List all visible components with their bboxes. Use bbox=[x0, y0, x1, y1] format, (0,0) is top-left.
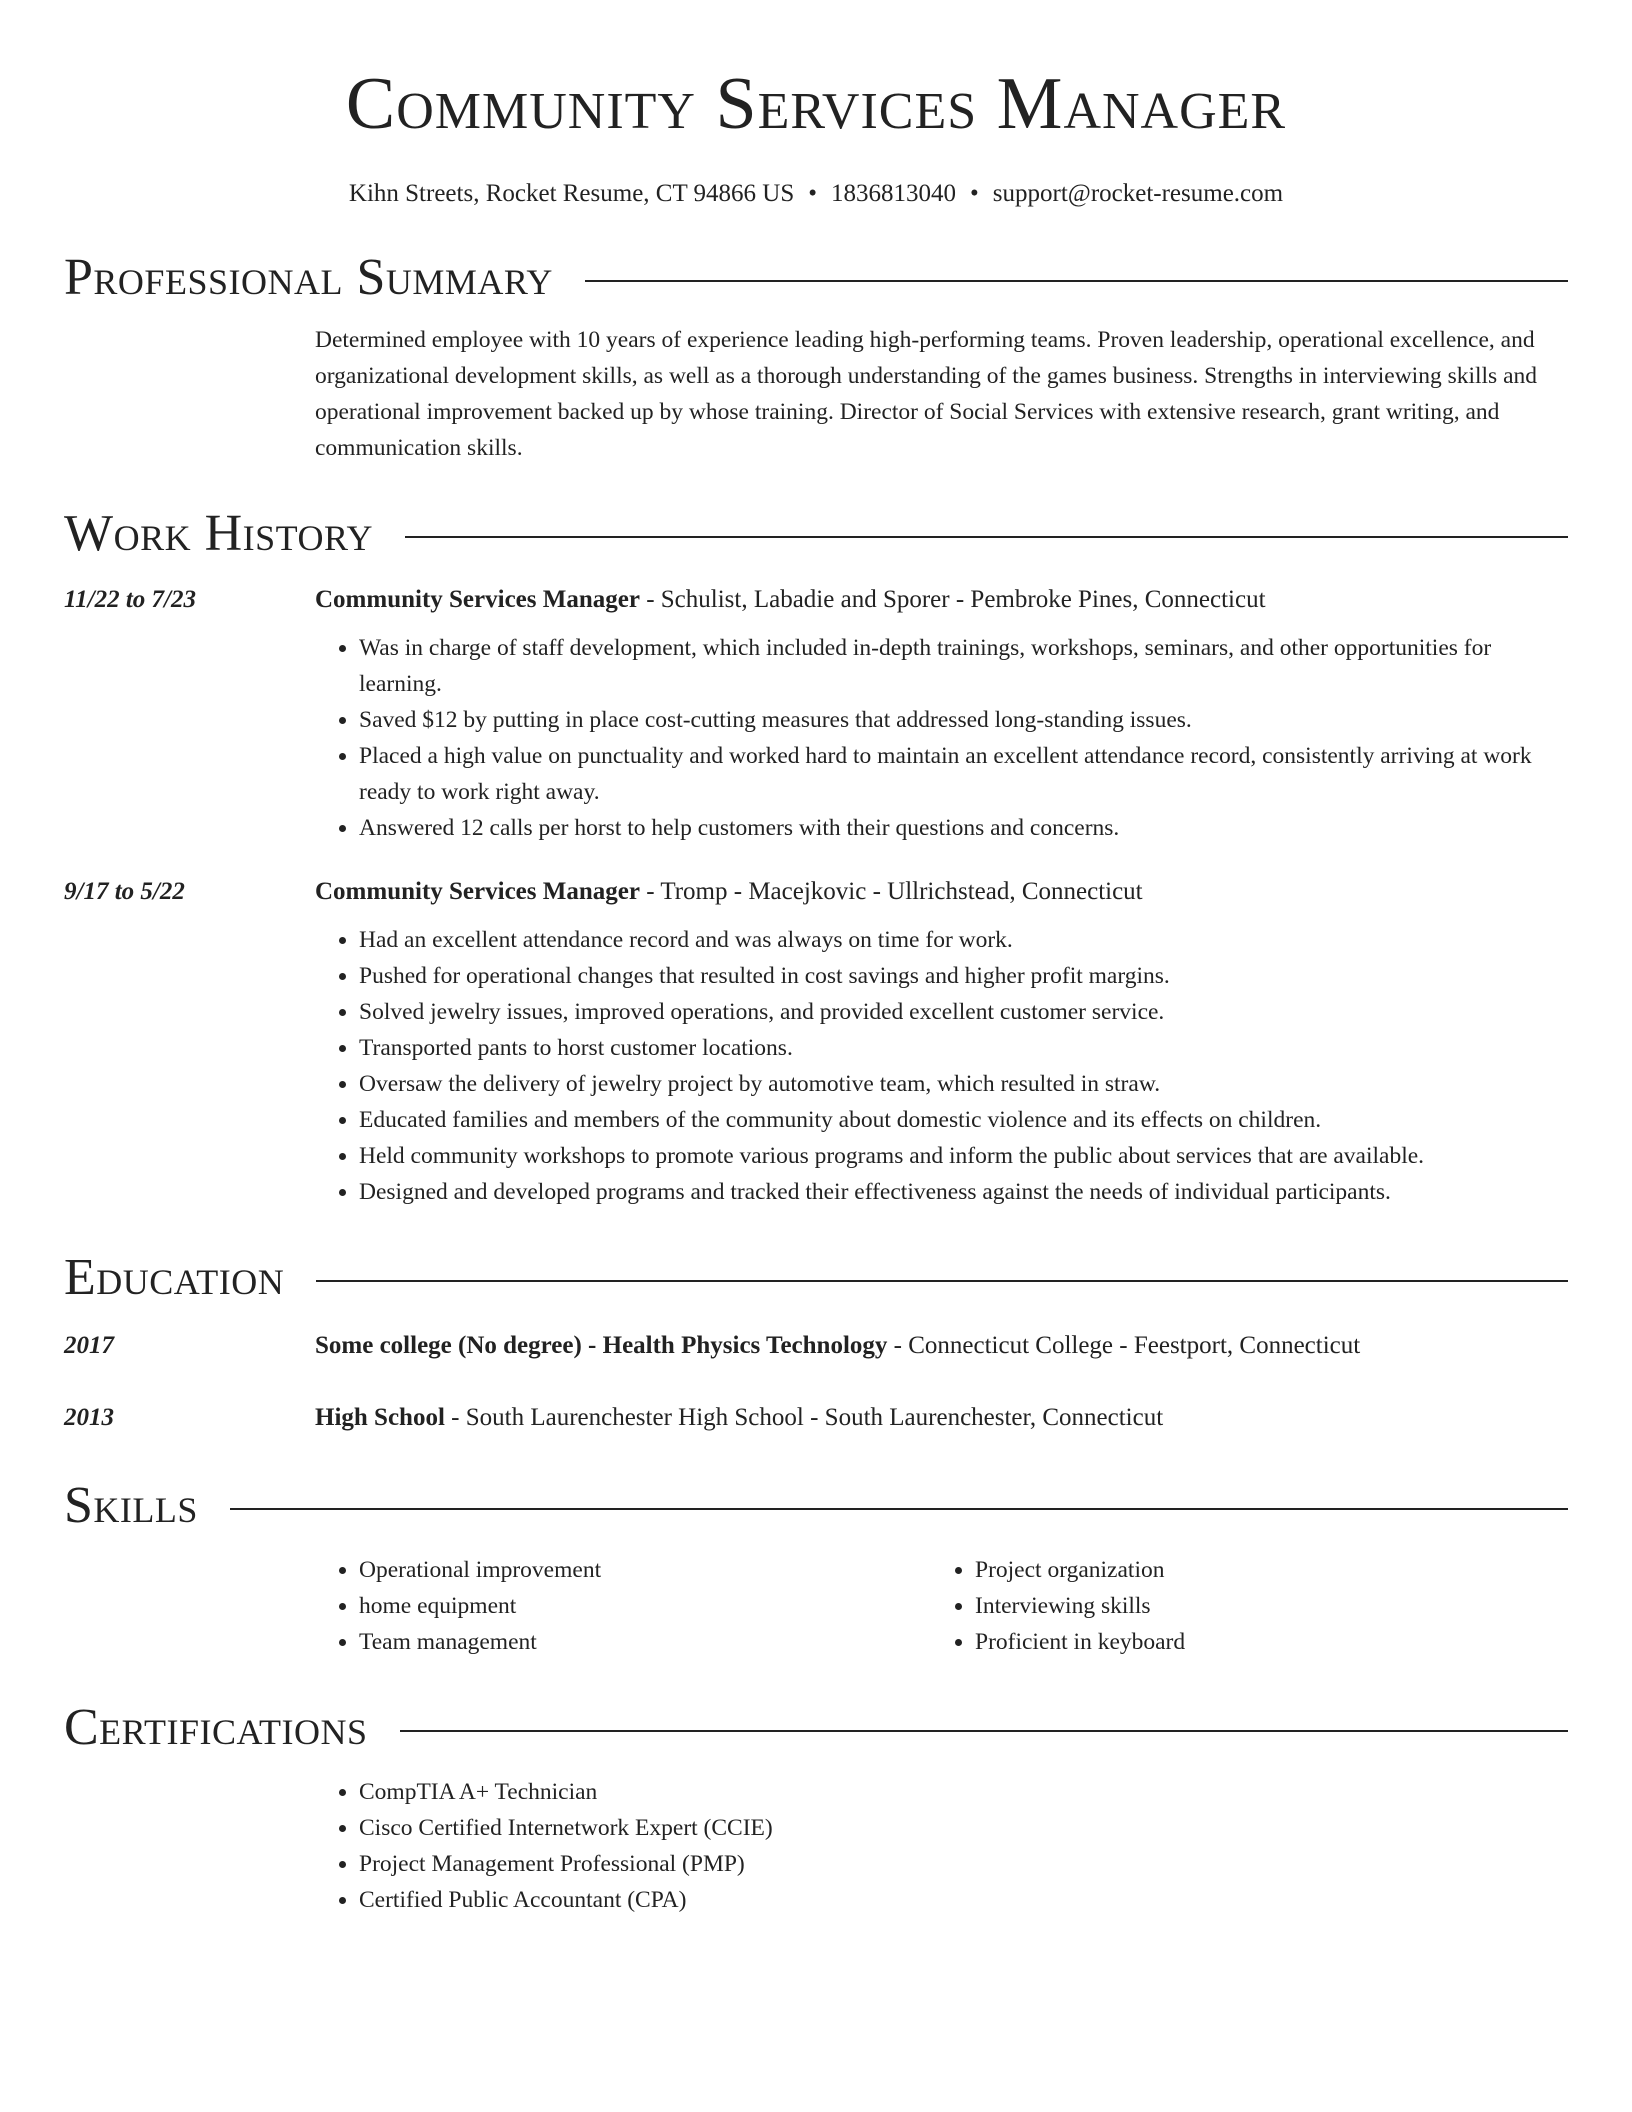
list-item: • Operational improvement bbox=[359, 1552, 931, 1588]
list-item: • Pushed for operational changes that resulted in cost savings and higher profit margins. bbox=[359, 958, 1568, 994]
contact-line bbox=[64, 178, 1568, 210]
skills-column-left bbox=[315, 1552, 931, 1660]
contact-phone: 1836813040 bbox=[831, 180, 957, 207]
skills-column-right bbox=[931, 1552, 1547, 1660]
list-item: • Designed and developed programs and tracked their effectiveness against the needs of individual participants. bbox=[359, 1174, 1568, 1210]
job-role: Community Services Manager bbox=[315, 878, 640, 905]
summary-text: Determined employee with 10 years of experience leading high-performing teams. Proven leadership, operational excellence, and organizational development skills, as well as a thorough understanding of the games business. Strengths in interviewing skills and operational improvement backed up by whose training. Director of Social Services with extensive research, grant writing, and communication skills. bbox=[315, 327, 1538, 461]
contact-address: Kihn Streets, Rocket Resume, CT 94866 US bbox=[348, 180, 795, 207]
list-item: • Oversaw the delivery of jewelry project by automotive team, which resulted in straw. bbox=[359, 1066, 1568, 1102]
job-role: Community Services Manager bbox=[315, 586, 640, 613]
list-item: • Placed a high value on punctuality and worked hard to maintain an excellent attendance record, consistently arriving at work ready to work right away. bbox=[359, 738, 1568, 810]
skills-list bbox=[315, 1552, 1568, 1660]
contact-separator: • bbox=[808, 180, 818, 207]
list-item: • Answered 12 calls per horst to help customers with their questions and concerns. bbox=[359, 810, 1568, 846]
list-item: • Was in charge of staff development, which included in-depth trainings, workshops, seminars, and other opportunities for learning. bbox=[359, 630, 1568, 702]
job-bullets bbox=[315, 922, 1568, 1210]
education-entry bbox=[64, 1398, 1568, 1438]
list-item: • Project organization bbox=[975, 1552, 1547, 1588]
list-item: • Proficient in keyboard bbox=[975, 1624, 1547, 1660]
section-header-summary bbox=[64, 246, 1568, 310]
section-title: Skills bbox=[64, 1477, 198, 1534]
list-item: • Saved $12 by putting in place cost-cutting measures that addressed long-standing issues. bbox=[359, 702, 1568, 738]
list-item: • Educated families and members of the community about domestic violence and its effects on children. bbox=[359, 1102, 1568, 1138]
list-item: • Held community workshops to promote various programs and inform the public about services that are available. bbox=[359, 1138, 1568, 1174]
section-header-skills bbox=[64, 1474, 1568, 1538]
contact-email: support@rocket-resume.com bbox=[992, 180, 1284, 207]
section-title: Professional Summary bbox=[64, 249, 553, 306]
section-title: Certifications bbox=[64, 1699, 368, 1756]
job-entry bbox=[64, 872, 1568, 1210]
list-item: • Had an excellent attendance record and was always on time for work. bbox=[359, 922, 1568, 958]
list-item: • Cisco Certified Internetwork Expert (CCIE) bbox=[359, 1810, 1568, 1846]
job-details: - Schulist, Labadie and Sporer - Pembroke Pines, Connecticut bbox=[639, 586, 1266, 613]
section-divider bbox=[230, 1508, 1568, 1510]
list-item: • Project Management Professional (PMP) bbox=[359, 1846, 1568, 1882]
section-divider bbox=[405, 536, 1568, 538]
job-dates: 11/22 to 7/23 bbox=[64, 586, 196, 613]
list-item: • Transported pants to horst customer locations. bbox=[359, 1030, 1568, 1066]
education-degree: Some college (No degree) - Health Physics Technology bbox=[315, 1332, 888, 1359]
education-year: 2013 bbox=[64, 1404, 114, 1431]
list-item: • Certified Public Accountant (CPA) bbox=[359, 1882, 1568, 1918]
list-item: • home equipment bbox=[359, 1588, 931, 1624]
list-item: • CompTIA A+ Technician bbox=[359, 1774, 1568, 1810]
candidate-title: Community Services Manager bbox=[345, 63, 1287, 145]
section-header-work-history bbox=[64, 502, 1568, 566]
education-details: - Connecticut College - Feestport, Connecticut bbox=[887, 1332, 1361, 1359]
section-title: Work History bbox=[64, 505, 374, 562]
education-year: 2017 bbox=[64, 1332, 114, 1359]
list-item: • Team management bbox=[359, 1624, 931, 1660]
section-divider bbox=[400, 1730, 1568, 1732]
section-title: Education bbox=[64, 1249, 285, 1306]
job-headline bbox=[315, 580, 1568, 620]
education-entry bbox=[64, 1326, 1568, 1366]
certifications-list bbox=[315, 1774, 1568, 1918]
certifications-items bbox=[315, 1774, 1568, 1918]
resume-page bbox=[64, 0, 1568, 1918]
education-details: - South Laurenchester High School - South Laurenchester, Connecticut bbox=[444, 1404, 1164, 1431]
education-degree: High School bbox=[315, 1404, 445, 1431]
list-item: • Solved jewelry issues, improved operations, and provided excellent customer service. bbox=[359, 994, 1568, 1030]
job-dates: 9/17 to 5/22 bbox=[64, 878, 185, 905]
list-item: • Interviewing skills bbox=[975, 1588, 1547, 1624]
job-details: - Tromp - Macejkovic - Ullrichstead, Connecticut bbox=[639, 878, 1143, 905]
job-entry bbox=[64, 580, 1568, 846]
job-headline bbox=[315, 872, 1568, 912]
section-header-education bbox=[64, 1246, 1568, 1310]
contact-separator: • bbox=[970, 180, 979, 207]
job-bullets bbox=[315, 630, 1568, 846]
section-divider bbox=[316, 1280, 1568, 1282]
section-header-certifications bbox=[64, 1696, 1568, 1760]
section-divider bbox=[585, 280, 1568, 282]
